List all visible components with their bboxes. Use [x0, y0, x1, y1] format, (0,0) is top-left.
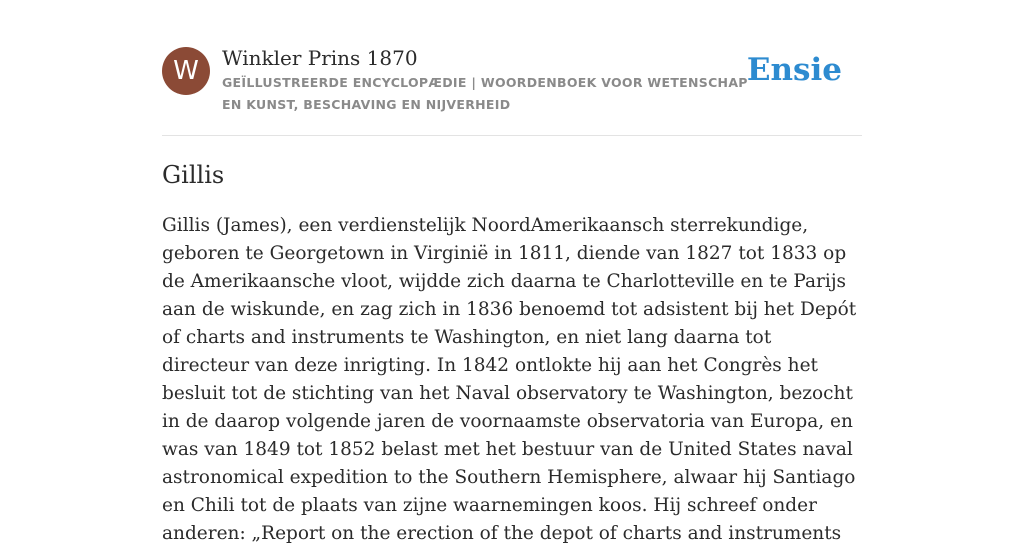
header-divider [162, 135, 862, 136]
ensie-logo[interactable]: Ensie [746, 52, 842, 88]
page-title: Gillis [162, 161, 225, 189]
site-header [162, 44, 862, 135]
site-title[interactable]: Winkler Prins 1870 [222, 46, 418, 70]
avatar[interactable]: W [162, 47, 210, 95]
site-subtitle: GEÏLLUSTREERDE ENCYCLOPÆDIE | WOORDENBOEK VOOR WETENSCHAP EN KUNST, BESCHAVING EN NIJVERHEID [222, 75, 748, 112]
article-body: Gillis (James), een verdienstelijk NoordAmerikaansch sterrekundige, geboren te Georgetown in Virginië in 1811, diende van 1827 tot 1833 op de Amerikaansche vloot, wijdde zich daarna te Charlotteville en te Parijs aan de wiskunde, en zag zich in 1836 benoemd tot adsistent bij het Depót of charts and instruments te Washington, en niet lang daarna tot directeur van deze inrigting. In 1842 ontlokte hij aan het Congrès het besluit tot de stichting van het Naval observatory te Washington, bezocht in de daarop volgende jaren de voornaamste observatoria van Europa, en was van 1849 tot 1852 belast met het bestuur van de United States naval astronomical expedition to the Southern Hemisphere, alwaar hij Santiago en Chili tot de plaats van zijne waarnemingen koos. Hij schreef onder anderen: „Report on the erection of the depot of charts and instruments [162, 215, 857, 544]
